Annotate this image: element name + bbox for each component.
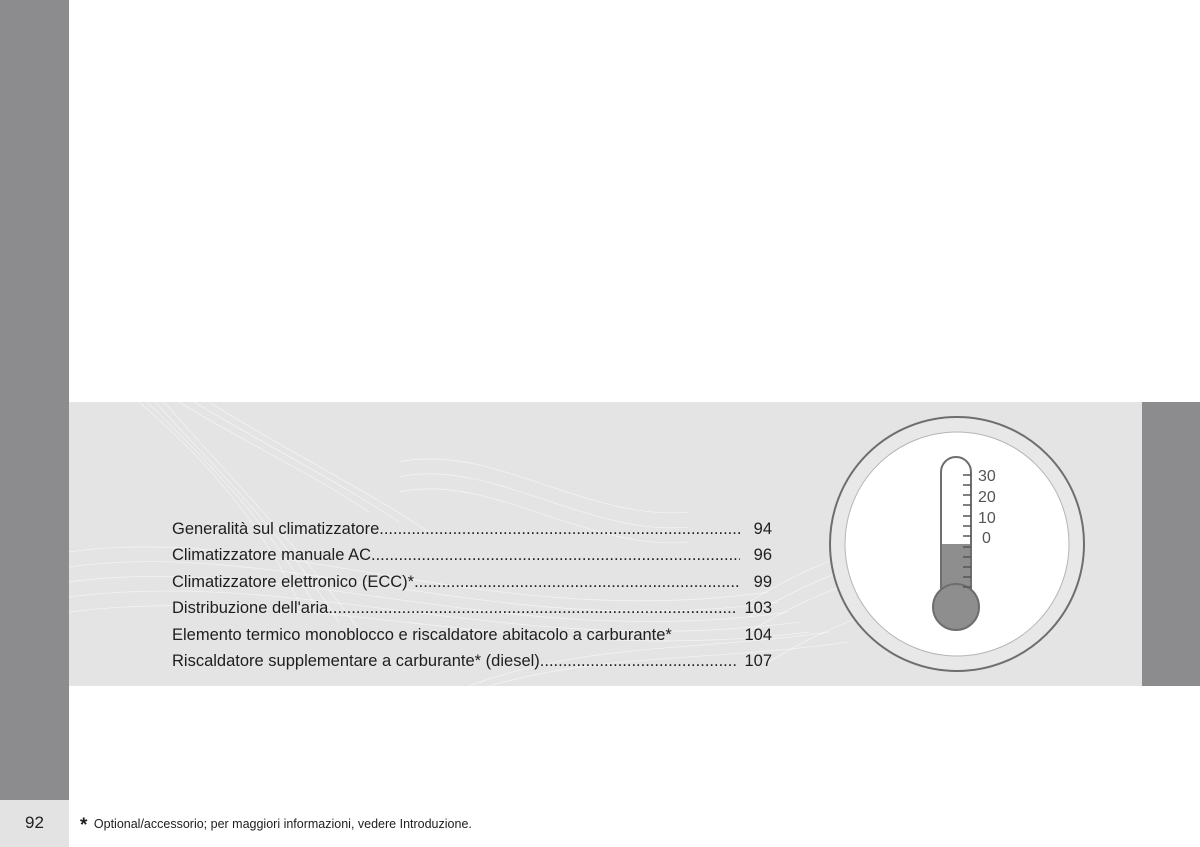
toc-entry-page: 103 [744,599,772,618]
toc-entry-title: Elemento termico monoblocco e riscaldatore abitacolo a carburante* [172,625,672,644]
thermometer-scale-label: 0 [982,530,991,547]
toc-entry[interactable] [172,599,772,625]
toc-entry-page: 104 [744,625,772,644]
toc-entry-title: Climatizzatore manuale AC [172,546,371,565]
toc-entry-title: Climatizzatore elettronico (ECC)* [172,572,415,591]
footnote-text: Optional/accessorio; per maggiori informazioni, vedere Introduzione. [93,817,472,831]
thermometer-scale-label: 20 [978,489,996,506]
toc-dot-leader [379,520,740,539]
toc-entry[interactable] [172,520,772,546]
toc-entry[interactable] [172,573,772,599]
toc-dot-leader [328,599,736,618]
page-number: 92 [25,813,44,832]
toc-dot-leader [540,652,737,671]
thermometer-icon [828,415,1086,673]
toc-entry-page: 99 [753,572,772,591]
footnote-asterisk: * [80,815,88,836]
toc-entry[interactable] [172,652,772,678]
toc-dot-leader [414,573,740,592]
toc-entry-page: 107 [744,651,772,670]
thermometer-scale-label: 30 [978,468,996,485]
toc-entry-title: Riscaldatore supplementare a carburante* (diesel) [172,651,540,670]
thermometer-scale-label: 10 [978,510,996,527]
table-of-contents [172,520,772,678]
footnote [80,815,472,837]
toc-entry-page: 94 [753,520,772,538]
thermometer-bulb [933,584,979,630]
toc-entry-title: Generalità sul climatizzatore [172,520,380,538]
toc-entry[interactable] [172,626,772,652]
chapter-tab [1142,402,1200,686]
left-side-bar [0,0,69,800]
toc-entry-title: Distribuzione dell'aria [172,599,329,618]
toc-entry-page: 96 [753,546,772,565]
toc-entry[interactable] [172,546,772,572]
toc-dot-leader [371,546,740,565]
